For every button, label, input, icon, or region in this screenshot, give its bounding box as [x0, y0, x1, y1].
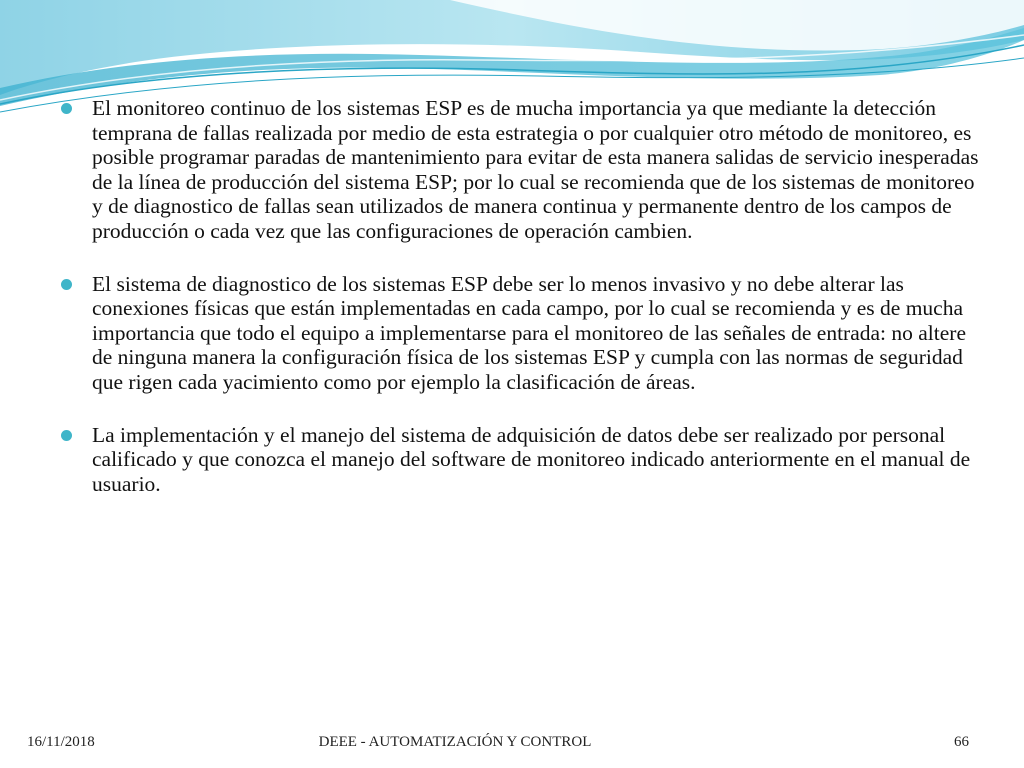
bullet-item-implementacion: [60, 423, 980, 497]
bullet-icon: [61, 103, 72, 114]
bullet-icon: [61, 279, 72, 290]
bullet-item-monitoreo: [60, 96, 980, 244]
bullet-text: El monitoreo continuo de los sistemas ESP es de mucha importancia ya que mediante la detección temprana de fallas realizada por medio de esta estrategia o por cualquier otro método de monitoreo, es posible programar paradas de mantenimiento para evitar de esta manera salidas de servicio inesperadas de la línea de producción del sistema ESP; por lo cual se recomienda que de los sistemas de monitoreo y de diagnostico de fallas sean utilizados de manera continua y permanente dentro de los campos de producción o cada vez que las configuraciones de operación cambien.: [92, 96, 979, 243]
bullet-text: El sistema de diagnostico de los sistemas ESP debe ser lo menos invasivo y no debe alterar las conexiones físicas que están implementadas en cada campo, por lo cual se recomienda y es de mucha importancia que todo el equipo a implementarse para el monitoreo de las señales de entrada: no altere de ninguna manera la configuración física de los sistemas ESP y cumpla con las normas de seguridad que rigen cada yacimiento como por ejemplo la clasificación de áreas.: [92, 271, 966, 394]
footer-date: 16/11/2018: [27, 734, 95, 750]
footer-page-number: 66: [954, 734, 969, 750]
bullet-list: [60, 96, 980, 524]
bullet-item-diagnostico: [60, 272, 980, 395]
footer-title: DEEE - AUTOMATIZACIÓN Y CONTROL: [318, 734, 592, 750]
bullet-icon: [61, 430, 72, 441]
bullet-text: La implementación y el manejo del sistema de adquisición de datos debe ser realizado por personal calificado y que conozca el manejo del software de monitoreo indicado anteriormente en el manual de usuario.: [92, 422, 971, 496]
